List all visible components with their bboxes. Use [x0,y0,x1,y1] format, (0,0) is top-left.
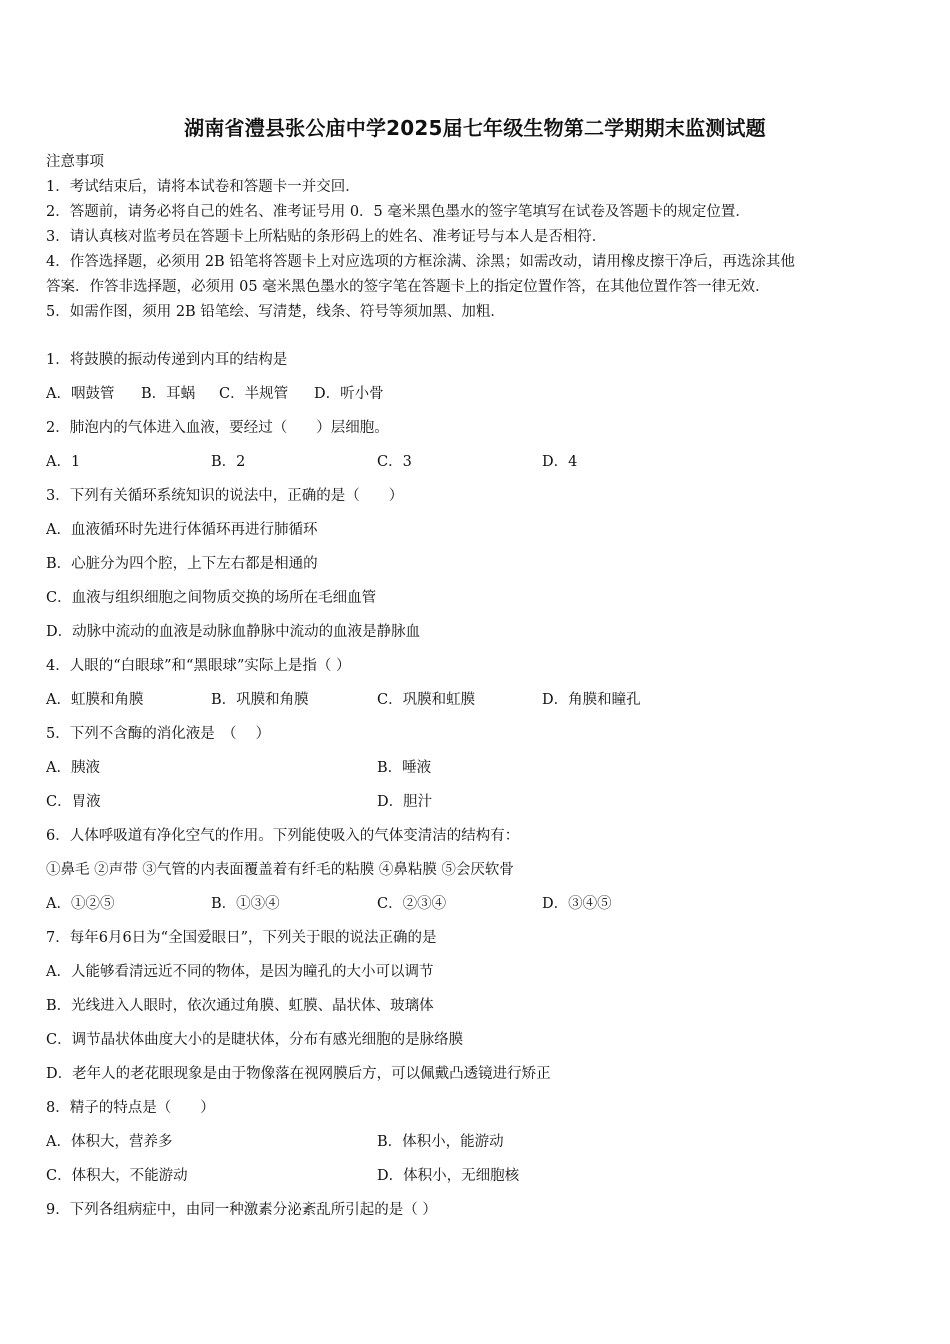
question-7-stem: 7．每年6月6日为“全国爱眼日”，下列关于眼的说法正确的是 [46,930,437,946]
page-title: 湖南省澧县张公庙中学2025届七年级生物第二学期期末监测试题 [184,116,766,140]
option-b: B．唾液 [377,760,432,776]
question-2-options [46,449,906,475]
notice-line: 1．考试结束后，请将本试卷和答题卡一并交回． [46,179,360,195]
notice-line: 2．答题前，请务必将自己的姓名、准考证号用 0．5 毫米黑色墨水的签字笔填写在试卷及答题卡的规定位置． [46,204,750,220]
option-c: C．半规管 [219,386,289,402]
question-6-stem: 6．人体呼吸道有净化空气的作用。下列能使吸入的气体变清洁的结构有： [46,828,520,844]
question-8-stem: 8．精子的特点是（ ） [46,1100,215,1116]
option-d: D．4 [542,454,578,470]
option-d: D．听小骨 [314,386,384,402]
option-c: C．巩膜和虹膜 [377,692,476,708]
option-a: A．虹膜和角膜 [46,692,144,708]
option-a: A．①②⑤ [46,896,115,912]
question-6-options [46,891,906,917]
option-d: D．胆汁 [377,794,433,810]
notice-line: 3．请认真核对监考员在答题卡上所粘贴的条形码上的姓名、准考证号与本人是否相符． [46,229,607,245]
notice-line: 5．如需作图，须用 2B 铅笔绘、写清楚，线条、符号等须加黑、加粗． [46,304,505,320]
option-c: C．体积大，不能游动 [46,1168,188,1184]
question-3-option-a: A．血液循环时先进行体循环再进行肺循环 [46,522,318,538]
option-b: B．体积小，能游动 [377,1134,504,1150]
question-5-options-row1 [46,755,906,781]
option-a: A．胰液 [46,760,100,776]
option-d: D．体积小，无细胞核 [377,1168,520,1184]
question-6-items: ①鼻毛 ②声带 ③气管的内表面覆盖着有纤毛的粘膜 ④鼻粘膜 ⑤会厌软骨 [46,862,514,878]
question-7-option-b: B．光线进入人眼时，依次通过角膜、虹膜、晶状体、玻璃体 [46,998,434,1014]
question-3-option-b: B．心脏分为四个腔，上下左右都是相通的 [46,556,318,572]
question-7-option-a: A．人能够看清远近不同的物体，是因为瞳孔的大小可以调节 [46,964,434,980]
option-a: A．1 [46,454,81,470]
question-7-option-c: C．调节晶状体曲度大小的是睫状体，分布有感光细胞的是脉络膜 [46,1032,464,1048]
question-4-options [46,687,906,713]
option-c: C．②③④ [377,896,447,912]
notice-section [46,150,906,325]
question-5-options-row2 [46,789,906,815]
option-a: A．咽鼓管 [46,386,115,402]
question-8-options-row1 [46,1129,906,1155]
question-3-option-d: D．动脉中流动的血液是动脉血静脉中流动的血液是静脉血 [46,624,421,640]
question-1-options [46,381,906,407]
option-a: A．体积大，营养多 [46,1134,173,1150]
question-9-stem: 9．下列各组病症中，由同一种激素分泌紊乱所引起的是（ ） [46,1202,437,1218]
option-b: B．耳蜗 [141,386,196,402]
option-c: C．3 [377,454,412,470]
option-b: B．2 [211,454,246,470]
notice-line: 4．作答选择题，必须用 2B 铅笔将答题卡上对应选项的方框涂满、涂黑；如需改动，请用橡皮擦干净后，再选涂其他 [46,254,795,270]
question-1-stem: 1．将鼓膜的振动传递到内耳的结构是 [46,352,288,368]
option-b: B．巩膜和角膜 [211,692,309,708]
option-b: B．①③④ [211,896,280,912]
question-7-option-d: D．老年人的老花眼现象是由于物像落在视网膜后方，可以佩戴凸透镜进行矫正 [46,1066,551,1082]
question-8-options-row2 [46,1163,906,1189]
notice-heading: 注意事项 [46,154,104,170]
option-d: D．③④⑤ [542,896,612,912]
question-4-stem: 4．人眼的“白眼球”和“黑眼球”实际上是指（ ） [46,658,351,674]
option-c: C．胃液 [46,794,101,810]
option-d: D．角膜和瞳孔 [542,692,641,708]
question-2-stem: 2．肺泡内的气体进入血液，要经过（ ）层细胞。 [46,420,389,436]
notice-line: 答案．作答非选择题，必须用 05 毫米黑色墨水的签字笔在答题卡上的指定位置作答，在其他位置作答一律无效． [46,279,770,295]
question-3-option-c: C．血液与组织细胞之间物质交换的场所在毛细血管 [46,590,377,606]
question-3-stem: 3．下列有关循环系统知识的说法中，正确的是（ ） [46,488,404,504]
question-5-stem: 5．下列不含酶的消化液是 （ ） [46,726,271,742]
